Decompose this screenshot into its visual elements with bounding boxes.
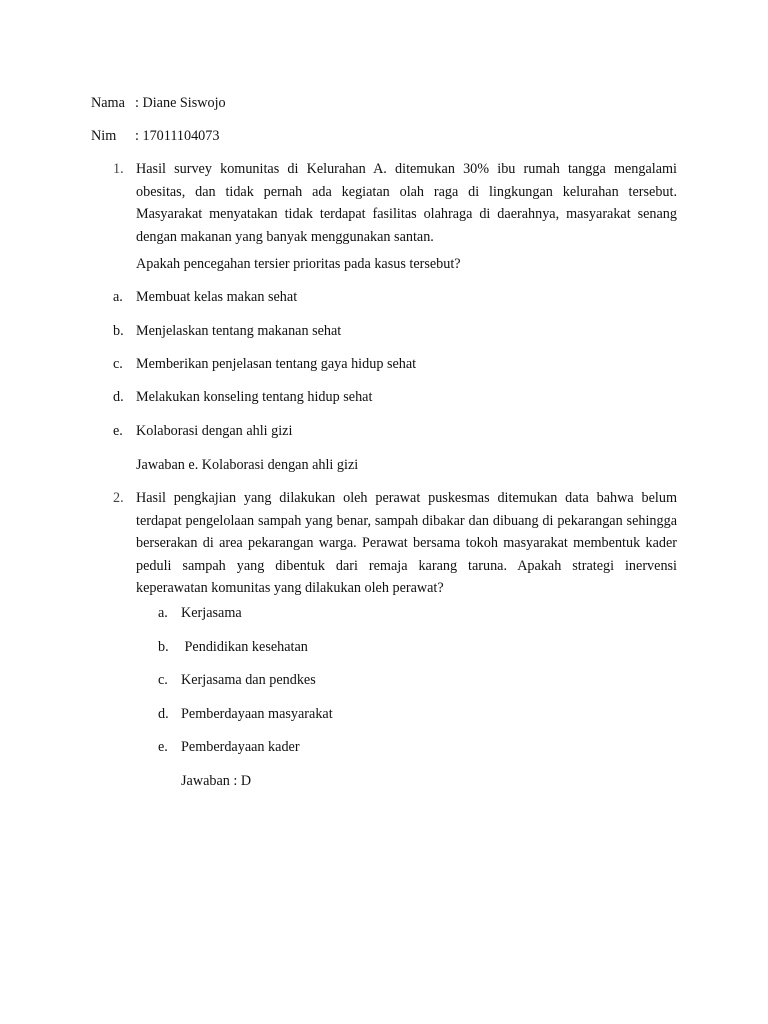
q1-option-text: Melakukan konseling tentang hidup sehat <box>136 389 373 405</box>
q1-option-letter: e. <box>113 423 123 439</box>
q1-option-text: Kolaborasi dengan ahli gizi <box>136 423 293 439</box>
q2-option-text: Kerjasama <box>181 605 242 621</box>
q1-option-letter: b. <box>113 323 124 339</box>
q2-option-letter: d. <box>158 706 169 722</box>
question-2-answer: Jawaban : D <box>181 773 252 789</box>
name-label: Nama <box>91 95 125 111</box>
q2-option-text: Pendidikan kesehatan <box>181 639 308 655</box>
q1-option-letter: a. <box>113 289 123 305</box>
question-1-text: Hasil survey komunitas di Kelurahan A. ditemukan 30% ibu rumah tangga mengalami obesitas, dan tidak pernah ada kegiatan olah raga di lingkungan kelurahan tersebut. Masyarakat menyatakan tidak terdapat fasilitas olahraga di daerahnya, masyarakat senang dengan makanan yang banyak menggunakan santan. <box>136 161 677 245</box>
q2-option-text: Pemberdayaan masyarakat <box>181 706 333 722</box>
q1-option-letter: c. <box>113 356 123 372</box>
question-1-prompt: Apakah pencegahan tersier prioritas pada kasus tersebut? <box>136 256 461 272</box>
q2-option-letter: a. <box>158 605 168 621</box>
q1-option-text: Memberikan penjelasan tentang gaya hidup sehat <box>136 356 417 372</box>
q2-option-text: Kerjasama dan pendkes <box>181 672 316 688</box>
q1-option-text: Menjelaskan tentang makanan sehat <box>136 323 342 339</box>
q1-option-letter: d. <box>113 389 124 405</box>
q2-option-text: Pemberdayaan kader <box>181 739 300 755</box>
question-2-text: Hasil pengkajian yang dilakukan oleh perawat puskesmas ditemukan data bahwa belum terdapat pengelolaan sampah yang benar, sampah dibakar dan dibuang di pekarangan sehingga berserakan di area pekarangan warga. Perawat bersama tokoh masyarakat membentuk kader peduli sampah yang dibentuk dari remaja karang taruna. Apakah strategi inervensi keperawatan komunitas yang dilakukan oleh perawat? <box>136 490 677 596</box>
q1-option-text: Membuat kelas makan sehat <box>136 289 298 305</box>
q2-option-letter: b. <box>158 639 169 655</box>
q2-option-letter: e. <box>158 739 168 755</box>
q2-option-letter: c. <box>158 672 168 688</box>
question-1-number: 1. <box>113 161 124 177</box>
question-2-number: 2. <box>113 490 124 506</box>
nim-label: Nim <box>91 128 117 144</box>
nim-value: : 17011104073 <box>135 128 220 144</box>
name-value: : Diane Siswojo <box>135 95 226 111</box>
question-1-answer: Jawaban e. Kolaborasi dengan ahli gizi <box>136 457 359 473</box>
